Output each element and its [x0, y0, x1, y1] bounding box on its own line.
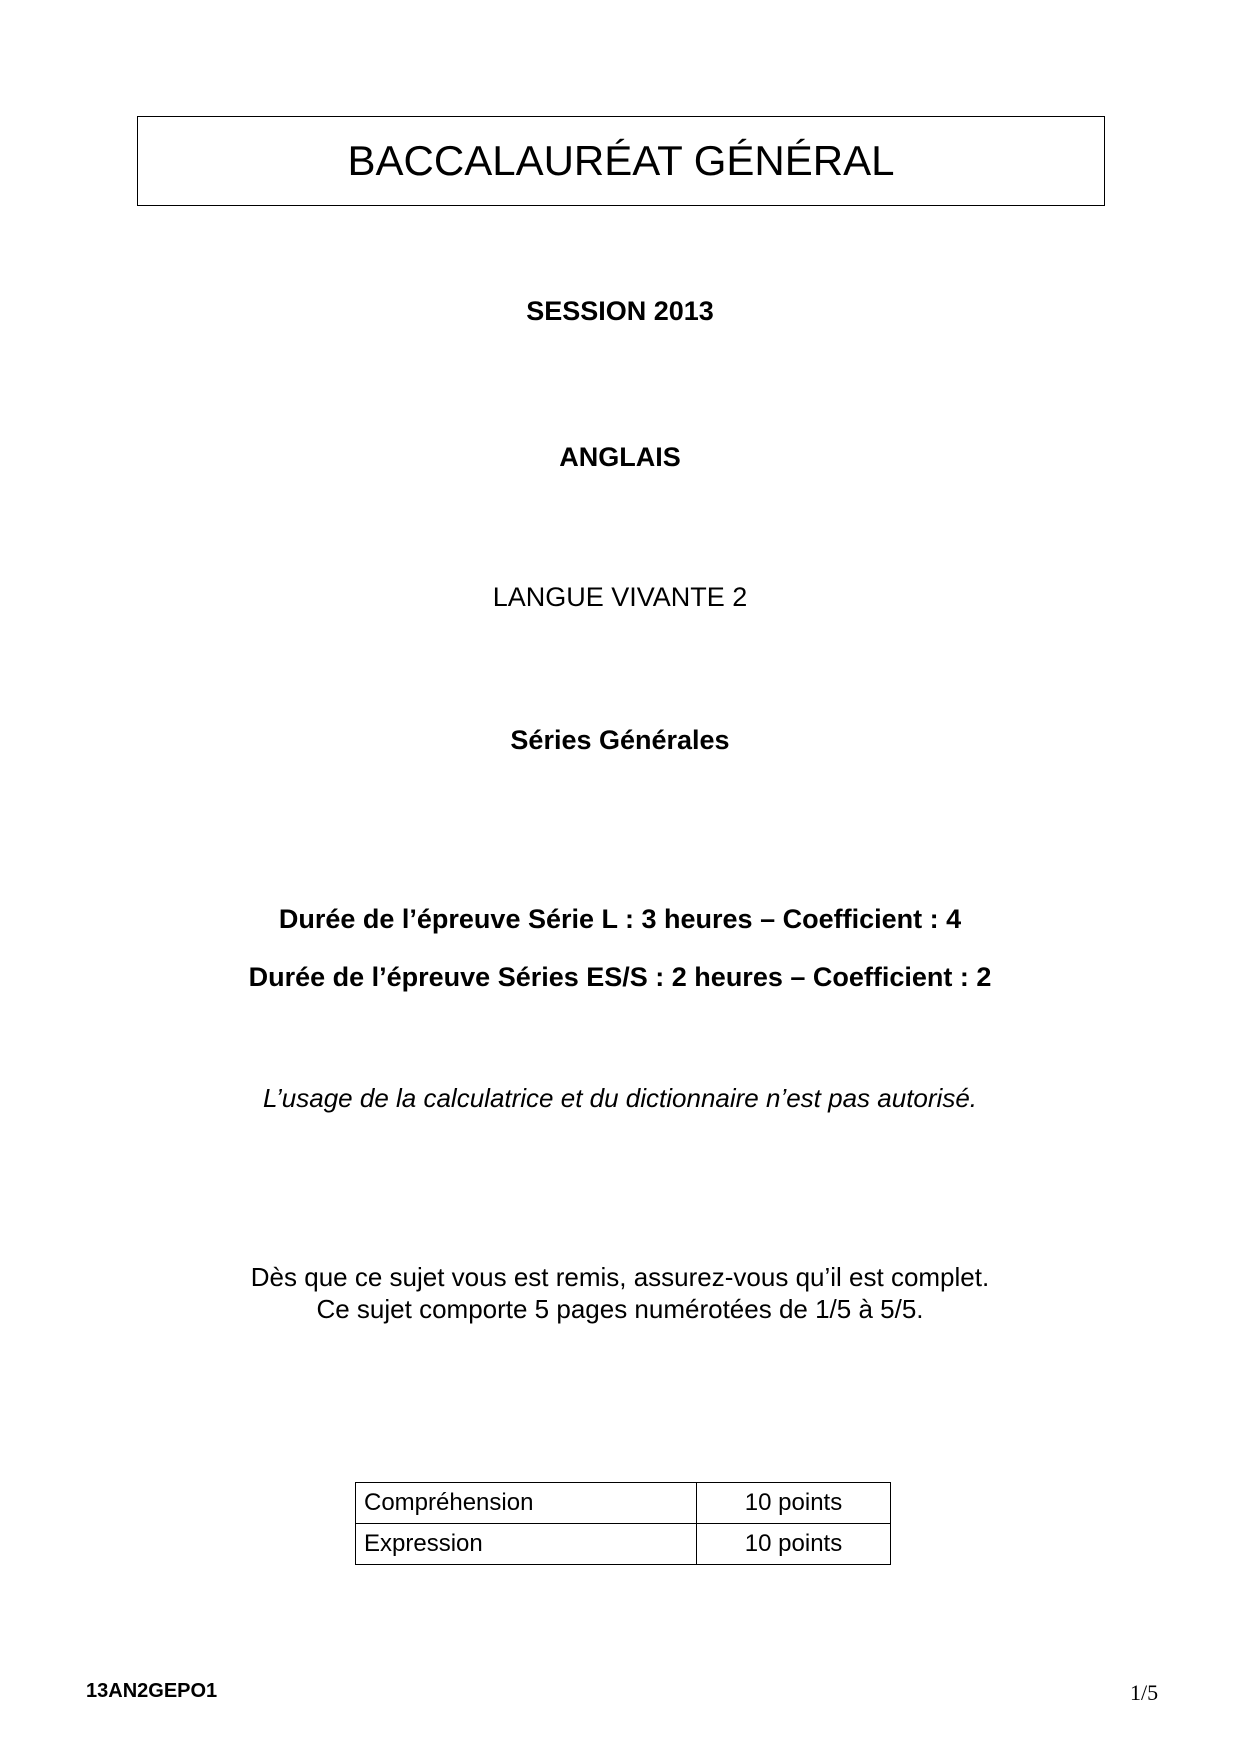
- table-cell-section: Expression: [356, 1524, 697, 1565]
- table-cell-points: 10 points: [697, 1483, 891, 1524]
- footer-exam-code: 13AN2GEPO1: [86, 1680, 218, 1702]
- grading-table: [355, 1482, 891, 1565]
- table-row: [356, 1524, 891, 1565]
- session-label: SESSION 2013: [526, 296, 714, 326]
- exam-title: BACCALAURÉAT GÉNÉRAL: [347, 137, 895, 184]
- language-level-label: LANGUE VIVANTE 2: [492, 582, 748, 612]
- subject-label: ANGLAIS: [559, 442, 681, 472]
- duration-line-2: Durée de l’épreuve Séries ES/S : 2 heures – Coefficient : 2: [248, 962, 992, 992]
- duration-line-1: Durée de l’épreuve Série L : 3 heures – Coefficient : 4: [278, 904, 962, 934]
- table-cell-points: 10 points: [697, 1524, 891, 1565]
- table-row: [356, 1483, 891, 1524]
- table-cell-section: Compréhension: [356, 1483, 697, 1524]
- exam-title-box: [137, 116, 1105, 206]
- footer-page-number: 1/5: [1130, 1680, 1159, 1705]
- calculator-notice: L’usage de la calculatrice et du dictionnaire n’est pas autorisé.: [263, 1083, 977, 1113]
- series-label: Séries Générales: [510, 725, 730, 755]
- instruction-line-2: Ce sujet comporte 5 pages numérotées de 1/5 à 5/5.: [316, 1294, 924, 1324]
- instruction-line-1: Dès que ce sujet vous est remis, assurez-vous qu’il est complet.: [250, 1262, 990, 1292]
